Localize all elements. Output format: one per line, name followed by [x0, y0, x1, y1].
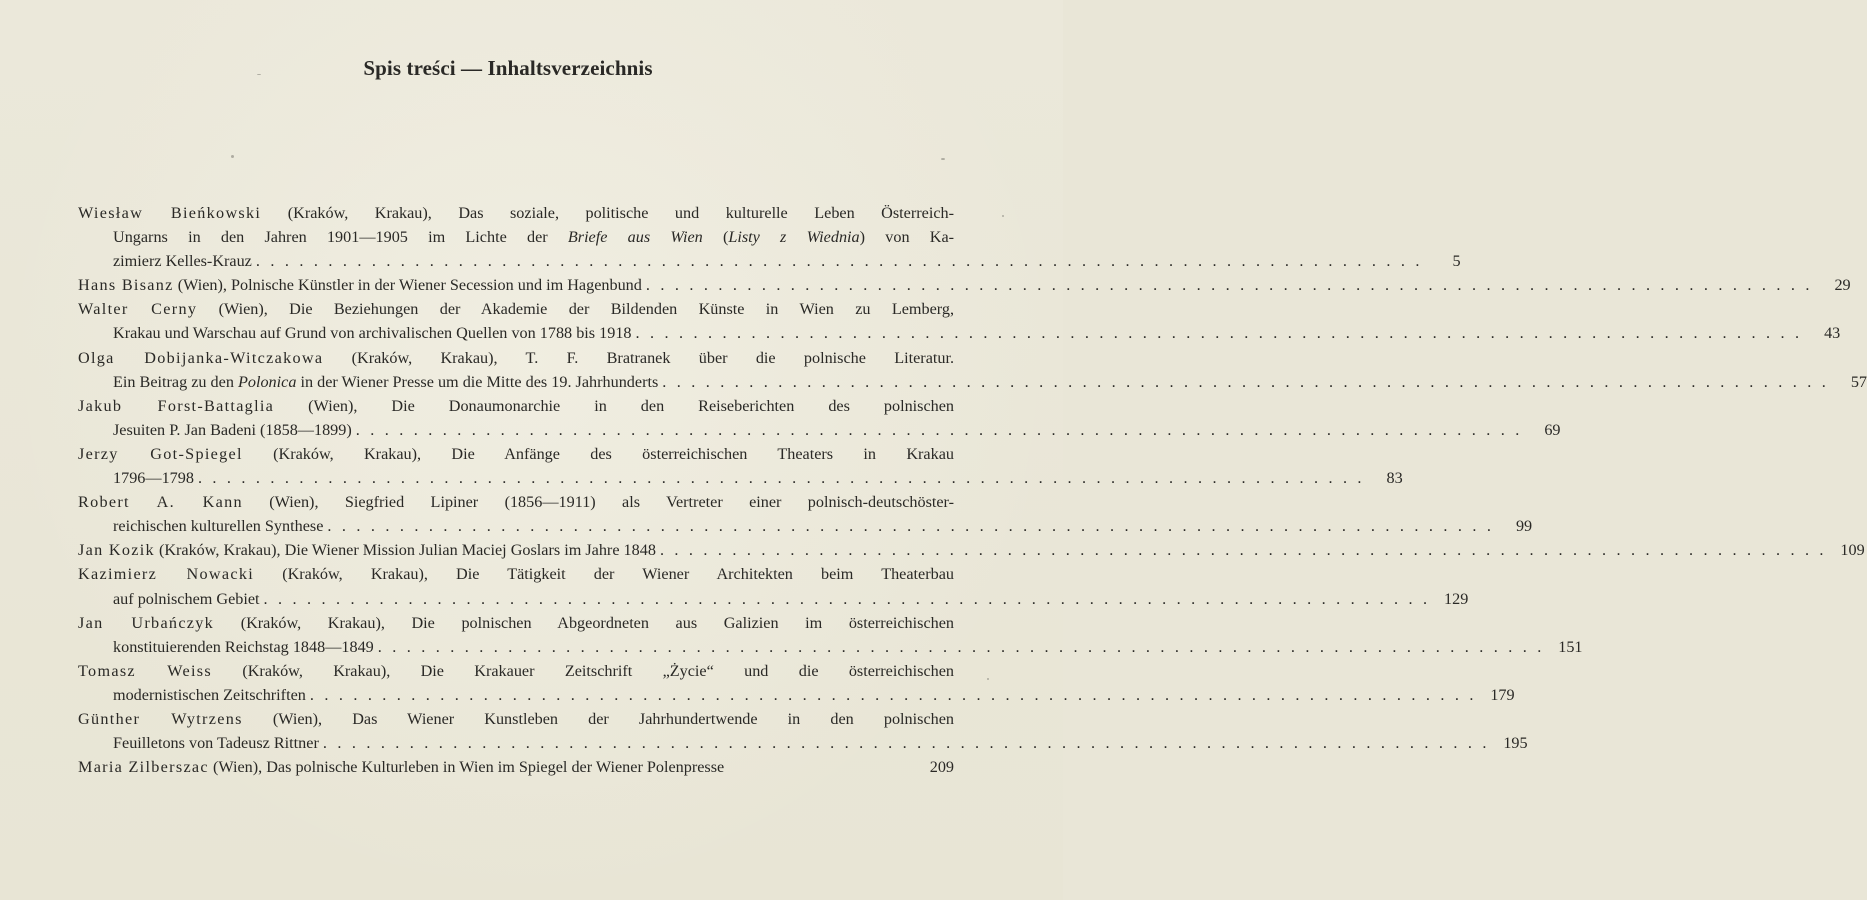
toc-entry-line: [78, 683, 1515, 707]
toc-dot-leader: [636, 321, 1803, 345]
toc-entry-text: [78, 490, 954, 514]
toc-text-segment: modernistischen Zeitschriften: [113, 685, 306, 704]
toc-text-segment: Krakau und Warschau auf Grund von archivalischen Quellen von 1788 bis 1918: [113, 324, 632, 343]
toc-entry-line: [78, 225, 954, 249]
toc-dot-leader: [356, 418, 1523, 442]
table-of-contents: [78, 201, 1867, 779]
toc-entry-line: [78, 635, 1583, 659]
toc-page-number: 129: [1444, 589, 1469, 608]
toc-author: Günther Wytrzens: [78, 709, 243, 728]
page-title: Spis treści — Inhaltsverzeichnis: [363, 56, 653, 80]
toc-text-segment: ) von Ka-: [859, 228, 955, 247]
toc-entry-text: [113, 370, 658, 394]
toc-text-segment: Ein Beitrag zu den: [113, 372, 238, 391]
toc-entry-line: [78, 731, 1528, 755]
toc-entry: [78, 442, 1403, 490]
toc-entry-text: [78, 297, 954, 321]
toc-text-segment: (Wien), Das Wiener Kunstleben der Jahrhundertwende in den polnischen: [272, 709, 954, 728]
toc-entry: [78, 297, 1841, 345]
paper-speck: [231, 155, 234, 158]
paper-speck: [941, 158, 945, 160]
toc-entry-text: [113, 321, 632, 345]
toc-entry-text: [113, 514, 323, 538]
toc-entry-text: [113, 731, 319, 755]
toc-entry: [78, 201, 1461, 273]
toc-text-segment: konstituierenden Reichstag 1848—1849: [113, 637, 374, 656]
toc-author: Kazimierz Nowacki: [78, 565, 255, 584]
toc-page-number: 29: [1834, 276, 1851, 295]
toc-author: Wiesław Bieńkowski: [78, 204, 262, 222]
toc-text-segment: (Wien), Die Donaumonarchie in den Reiseberichten des polnischen: [308, 396, 955, 415]
toc-entry: [78, 273, 1851, 297]
toc-entry: [78, 538, 1865, 562]
toc-entry-line: [78, 490, 954, 514]
toc-entry-line: [78, 611, 954, 635]
toc-text-segment: (Wien), Siegfried Lipiner (1856—1911) als Vertreter einer polnisch-deutschöster-: [269, 493, 955, 512]
toc-author: Tomasz Weiss: [78, 661, 213, 680]
toc-page-number: 57: [1850, 372, 1867, 391]
toc-italic-title: Polonica: [237, 372, 297, 391]
toc-page-number: 195: [1503, 734, 1528, 753]
toc-dot-leader: [660, 538, 1827, 562]
toc-entry-line: [78, 442, 954, 466]
toc-text-segment: 1796—1798: [113, 469, 194, 488]
toc-dot-leader: [378, 635, 1545, 659]
toc-author: Hans Bisanz: [78, 276, 174, 295]
toc-entry-line: [78, 707, 954, 731]
toc-entry-text: [113, 587, 260, 611]
toc-entry-text: [113, 635, 374, 659]
toc-text-segment: (Wien), Polnische Künstler in der Wiener Secession und im Hagenbund: [177, 276, 642, 295]
toc-entry: [78, 659, 1515, 707]
toc-author: Jerzy Got-Spiegel: [78, 444, 243, 463]
toc-entry-line: [78, 755, 954, 779]
toc-dot-leader: [256, 249, 1423, 273]
toc-entry-line: [78, 321, 1841, 345]
toc-page-number: 5: [1452, 252, 1461, 271]
toc-entry-text: [78, 394, 954, 418]
toc-dot-leader: [646, 273, 1813, 297]
toc-page-number: 69: [1544, 420, 1561, 439]
toc-author: Walter Cerny: [78, 300, 198, 319]
toc-entry: [78, 611, 1583, 659]
toc-entry: [78, 394, 1561, 442]
toc-entry: [78, 346, 1867, 394]
toc-dot-leader: [310, 683, 1477, 707]
toc-page-number: 43: [1824, 324, 1841, 343]
toc-entry-line: [78, 370, 1867, 394]
toc-entry-text: [113, 418, 352, 442]
toc-entry-text: [113, 225, 954, 249]
toc-entry-text: [78, 659, 954, 683]
toc-text-segment: Jesuiten P. Jan Badeni (1858—1899): [113, 420, 352, 439]
toc-author: Jakub Forst-Battaglia: [78, 396, 275, 415]
toc-entry-line: [78, 297, 954, 321]
paper-speck: [987, 678, 989, 680]
toc-text-segment: (Kraków, Krakau), Die Krakauer Zeitschrift „Życie“ und die österreichischen: [242, 661, 955, 680]
toc-entry-text: [113, 466, 194, 490]
toc-page-number: 179: [1490, 685, 1515, 704]
toc-entry-text: [78, 346, 954, 370]
toc-entry: [78, 490, 1533, 538]
toc-italic-title: Listy z Wiednia: [728, 228, 860, 247]
toc-entry-text: [78, 201, 954, 225]
toc-entry-line: [78, 201, 954, 225]
toc-author: Olga Dobijanka-Witczakowa: [78, 348, 324, 367]
toc-text-segment: reichischen kulturellen Synthese: [113, 517, 324, 536]
toc-text-segment: auf polnischem Gebiet: [113, 589, 260, 608]
toc-text-segment: zimierz Kelles-Krauz: [113, 252, 252, 271]
toc-page-number: 151: [1558, 637, 1583, 656]
toc-text-segment: (Kraków, Krakau), Die Tätigkeit der Wiener Architekten beim Theaterbau: [282, 565, 954, 584]
toc-entry-line: [78, 418, 1561, 442]
toc-entry-text: [113, 249, 252, 273]
toc-entry-line: [78, 466, 1403, 490]
toc-page-number: 99: [1515, 517, 1533, 536]
toc-entry-line: [78, 538, 1865, 562]
toc-dot-leader: [264, 587, 1431, 611]
paper-speck: [1002, 215, 1004, 217]
toc-entry-line: [78, 562, 954, 586]
toc-entry-text: [78, 707, 954, 731]
toc-dot-leader: [662, 370, 1829, 394]
toc-page-number: 109: [1840, 541, 1865, 560]
toc-entry-line: [78, 346, 954, 370]
toc-entry: [78, 562, 1469, 610]
toc-entry: [78, 707, 1528, 755]
toc-text-segment: Feuilletons von Tadeusz Rittner: [113, 734, 319, 753]
toc-entry-line: [78, 249, 1461, 273]
toc-entry-text: [78, 755, 724, 779]
toc-dot-leader: [323, 731, 1490, 755]
toc-author: Maria Zilberszac: [78, 758, 209, 777]
toc-text-segment: (: [702, 228, 729, 247]
toc-text-segment: (Kraków, Krakau), Die Wiener Mission Julian Maciej Goslars im Jahre 1848: [158, 541, 656, 560]
toc-entry-text: [78, 442, 954, 466]
toc-text-segment: in der Wiener Presse um die Mitte des 19. Jahrhunderts: [296, 372, 659, 391]
toc-author: Jan Urbańczyk: [78, 613, 215, 632]
toc-dot-leader: [327, 514, 1494, 538]
toc-entry-line: [78, 394, 954, 418]
toc-author: Jan Kozik: [78, 541, 155, 560]
toc-text-segment: (Kraków, Krakau), T. F. Bratranek über die polnische Literatur.: [351, 348, 955, 367]
toc-entry-text: [78, 611, 954, 635]
toc-dot-leader: [198, 466, 1365, 490]
toc-entry-text: [78, 538, 656, 562]
toc-page-number: 209: [929, 758, 954, 777]
toc-entry-text: [78, 562, 954, 586]
toc-page-number: 83: [1386, 469, 1403, 488]
toc-entry-text: [78, 273, 642, 297]
toc-entry-line: [78, 659, 954, 683]
toc-author: Robert A. Kann: [78, 493, 243, 512]
toc-text-segment: (Wien), Das polnische Kulturleben in Wien im Spiegel der Wiener Polenpresse: [212, 758, 725, 777]
toc-text-segment: Ungarns in den Jahren 1901—1905 im Lichte der: [113, 228, 568, 247]
toc-entry-text: [113, 683, 306, 707]
toc-text-segment: (Kraków, Krakau), Das soziale, politische und kulturelle Leben Österreich-: [287, 204, 954, 222]
toc-text-segment: (Wien), Die Beziehungen der Akademie der Bildenden Künste in Wien zu Lemberg,: [218, 300, 954, 319]
toc-entry: [78, 755, 954, 779]
toc-entry-line: [78, 587, 1469, 611]
toc-italic-title: Briefe aus Wien: [567, 228, 703, 247]
toc-text-segment: (Kraków, Krakau), Die Anfänge des österreichischen Theaters in Krakau: [273, 444, 954, 463]
paper-speck: [257, 74, 261, 75]
toc-entry-line: [78, 514, 1533, 538]
toc-text-segment: (Kraków, Krakau), Die polnischen Abgeordneten aus Galizien im österreichischen: [240, 613, 955, 632]
toc-entry-line: [78, 273, 1851, 297]
